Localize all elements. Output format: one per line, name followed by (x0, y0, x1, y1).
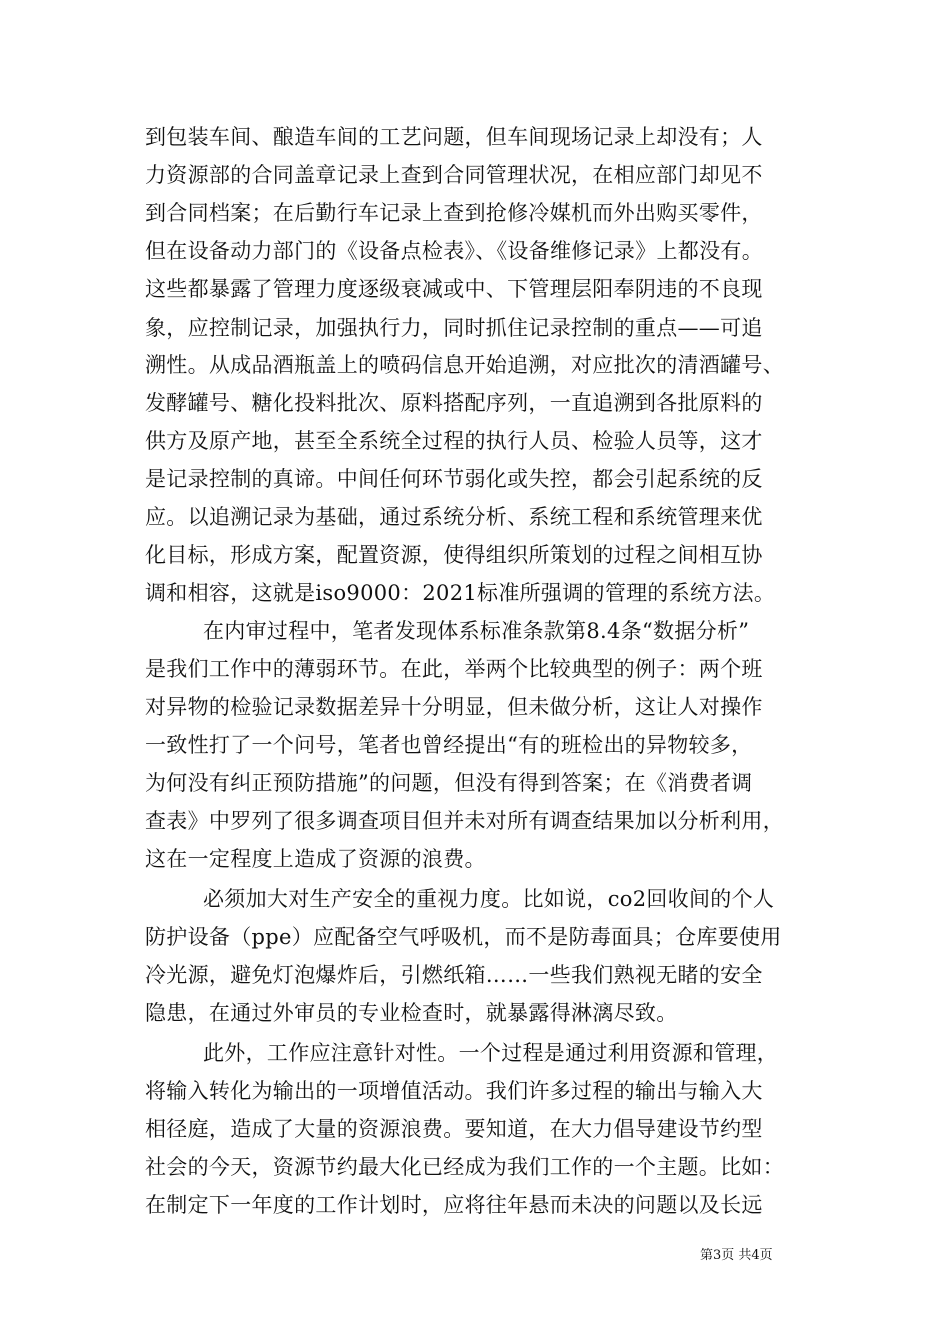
text-line: 化目标，形成方案，配置资源，使得组织所策划的过程之间相互协 (145, 543, 763, 567)
text-line: 应。以追溯记录为基础，通过系统分析、系统工程和系统管理来优 (145, 505, 763, 529)
text-line: 是我们工作中的薄弱环节。在此，举两个比较典型的例子：两个班 (145, 657, 763, 681)
text-line: 溯性。从成品酒瓶盖上的喷码信息开始追溯，对应批次的清酒罐号、 (145, 353, 784, 377)
page-number-footer: 第3页 共4页 (700, 1248, 773, 1263)
text-line: 为何没有纠正预防措施”的问题，但没有得到答案；在《消费者调 (145, 771, 753, 795)
text-line: 力资源部的合同盖章记录上查到合同管理状况，在相应部门却见不 (145, 163, 763, 187)
text-line: 调和相容，这就是iso9000：2021标准所强调的管理的系统方法。 (145, 581, 776, 605)
text-line: 发酵罐号、糖化投料批次、原料搭配序列，一直追溯到各批原料的 (145, 391, 763, 415)
paragraph-start-line: 必须加大对生产安全的重视力度。比如说，co2回收间的个人 (203, 887, 775, 911)
text-line: 在制定下一年度的工作计划时，应将往年悬而未决的问题以及长远 (145, 1193, 763, 1217)
text-line: 这在一定程度上造成了资源的浪费。 (145, 847, 486, 871)
paragraph-start-line: 此外，工作应注意针对性。一个过程是通过利用资源和管理， (203, 1041, 779, 1065)
text-line: 这些都暴露了管理力度逐级衰减或中、下管理层阳奉阴违的不良现 (145, 277, 763, 301)
text-line: 防护设备（ppe）应配备空气呼吸机，而不是防毒面具；仓库要使用 (145, 925, 782, 949)
text-line: 将输入转化为输出的一项增值活动。我们许多过程的输出与输入大 (145, 1079, 763, 1103)
text-line: 供方及原产地，甚至全系统全过程的执行人员、检验人员等，这才 (145, 429, 763, 453)
text-line: 是记录控制的真谛。中间任何环节弱化或失控，都会引起系统的反 (145, 467, 763, 491)
text-line: 对异物的检验记录数据差异十分明显，但未做分析，这让人对操作 (145, 695, 763, 719)
text-line: 到合同档案；在后勤行车记录上查到抢修冷媒机而外出购买零件， (145, 201, 763, 225)
text-line: 象，应控制记录，加强执行力，同时抓住记录控制的重点——可追 (145, 316, 763, 340)
text-line: 隐患，在通过外审员的专业检查时，就暴露得淋漓尽致。 (145, 1001, 678, 1025)
text-line: 相径庭，造成了大量的资源浪费。要知道，在大力倡导建设节约型 (145, 1117, 763, 1141)
text-line: 到包装车间、酿造车间的工艺问题，但车间现场记录上却没有；人 (145, 125, 763, 149)
text-line: 社会的今天，资源节约最大化已经成为我们工作的一个主题。比如： (145, 1155, 784, 1179)
text-line: 一致性打了一个问号，笔者也曾经提出“有的班检出的异物较多， (145, 733, 753, 757)
paragraph-start-line: 在内审过程中，笔者发现体系标准条款第8.4条“数据分析” (203, 619, 750, 643)
text-line: 但在设备动力部门的《设备点检表》、《设备维修记录》上都没有。 (145, 239, 763, 263)
text-line: 冷光源，避免灯泡爆炸后，引燃纸箱……一些我们熟视无睹的安全 (145, 963, 763, 987)
text-line: 查表》中罗列了很多调查项目但并未对所有调查结果加以分析利用， (145, 809, 784, 833)
